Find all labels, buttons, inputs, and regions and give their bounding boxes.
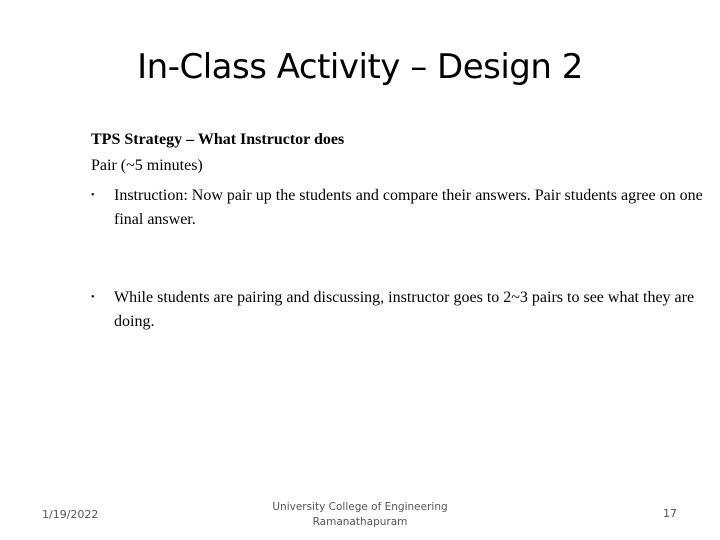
content-subheading: Pair (~5 minutes)	[91, 157, 203, 174]
footer-org-line-1: University College of Engineering	[272, 501, 448, 513]
footer-date: 1/19/2022	[42, 508, 99, 521]
footer-org-line-2: Ramanathapuram	[312, 516, 408, 528]
bullet-text: Instruction: Now pair up the students and compare their answers. Pair students agree on one final answer.	[114, 187, 703, 228]
bullet-item	[91, 286, 716, 334]
footer-organization	[260, 500, 460, 530]
slide-content	[91, 128, 716, 334]
bullet-item	[91, 184, 716, 232]
slide-title: In-Class Activity – Design 2	[137, 47, 583, 87]
bullet-marker: •	[91, 292, 95, 303]
footer-page-number: 17	[663, 507, 677, 520]
bullet-text: While students are pairing and discussing, instructor goes to 2~3 pairs to see what they are doing.	[114, 289, 695, 330]
bullet-marker: •	[91, 190, 95, 201]
content-heading: TPS Strategy – What Instructor does	[91, 131, 345, 148]
